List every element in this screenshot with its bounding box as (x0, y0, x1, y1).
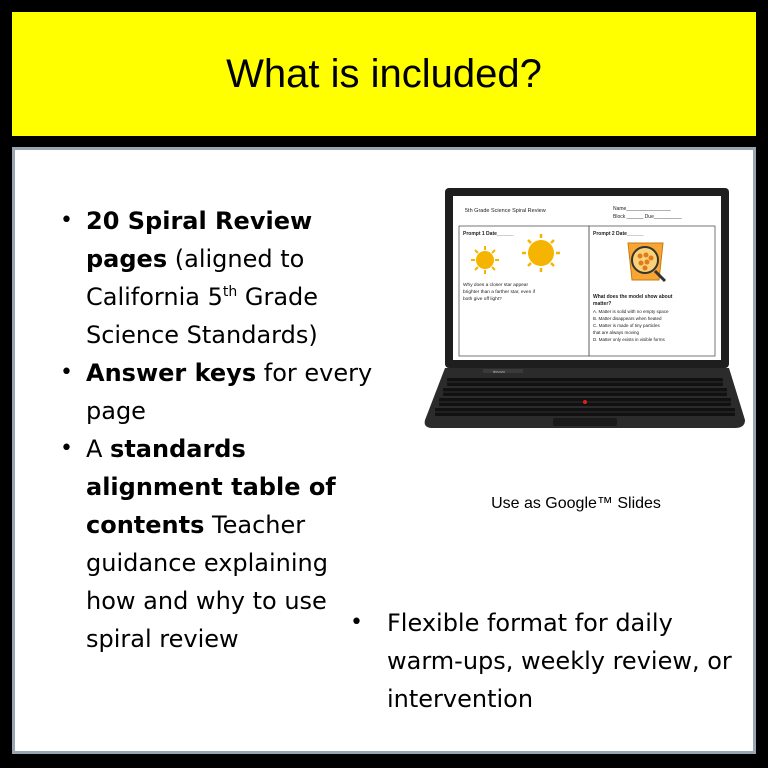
page-title: What is included? (226, 51, 542, 96)
slide-q2-line: What does the model show about (593, 294, 673, 300)
slide-option: A. Matter is solid with no empty space (593, 309, 669, 314)
features-list (60, 202, 380, 658)
slide-option: C. Matter is made of tiny particles (593, 323, 660, 328)
slide-prompt1-label: Prompt 1 Date______ (463, 231, 514, 237)
item-bold-text: Answer keys (86, 359, 257, 387)
glass-magnifier-icon (628, 243, 665, 281)
slide-option: that are always moving (593, 330, 640, 335)
slide-q1-line: both give off light? (463, 297, 502, 302)
item-text: for every page (86, 359, 373, 425)
laptop-brand-label: lenovo (493, 369, 505, 374)
item-text: A (86, 435, 111, 463)
slide-header-title: 5th Grade Science Spiral Review (465, 208, 546, 214)
slide-option: D. Matter only exists in visible forms (593, 337, 665, 342)
slide-q2-line: matter? (593, 301, 612, 307)
bullet-icon: • (60, 360, 73, 385)
slide-prompt2-label: Prompt 2 Date______ (593, 231, 644, 237)
slide-name-field: Name________________ (613, 206, 671, 212)
bullet-icon: • (60, 436, 73, 461)
item-text: Flexible format for daily warm-ups, weekly review, or intervention (387, 609, 732, 713)
list-item (60, 430, 380, 658)
trackpoint-icon (583, 400, 587, 404)
slide-block-field: Block ______ Due__________ (613, 214, 682, 220)
slide-q1-line: Why does a closer star appear (463, 283, 529, 288)
item-bold-text: 20 Spiral Review pages (86, 207, 313, 273)
list-item (350, 604, 740, 718)
bullet-icon: • (60, 208, 73, 233)
slide-option: B. Matter disappears when heated (593, 316, 662, 321)
title-banner (12, 12, 756, 136)
slide-q1-line: brighter than a farther star, even if (463, 290, 535, 295)
content-panel (12, 147, 756, 754)
item-superscript: th (222, 284, 238, 300)
item-text: Grade Science Standards) (86, 283, 319, 349)
bullet-icon: • (350, 610, 363, 635)
item-text: (aligned to California 5 (86, 245, 305, 311)
format-list (350, 604, 740, 718)
list-item (60, 354, 380, 430)
item-text: Teacher guidance explaining how and why to use spiral review (86, 511, 329, 653)
item-bold-text: standards alignment table of contents (86, 435, 336, 539)
slides-caption: Use as Google™ Slides (491, 495, 661, 512)
laptop-image (423, 188, 745, 438)
list-item (60, 202, 380, 354)
